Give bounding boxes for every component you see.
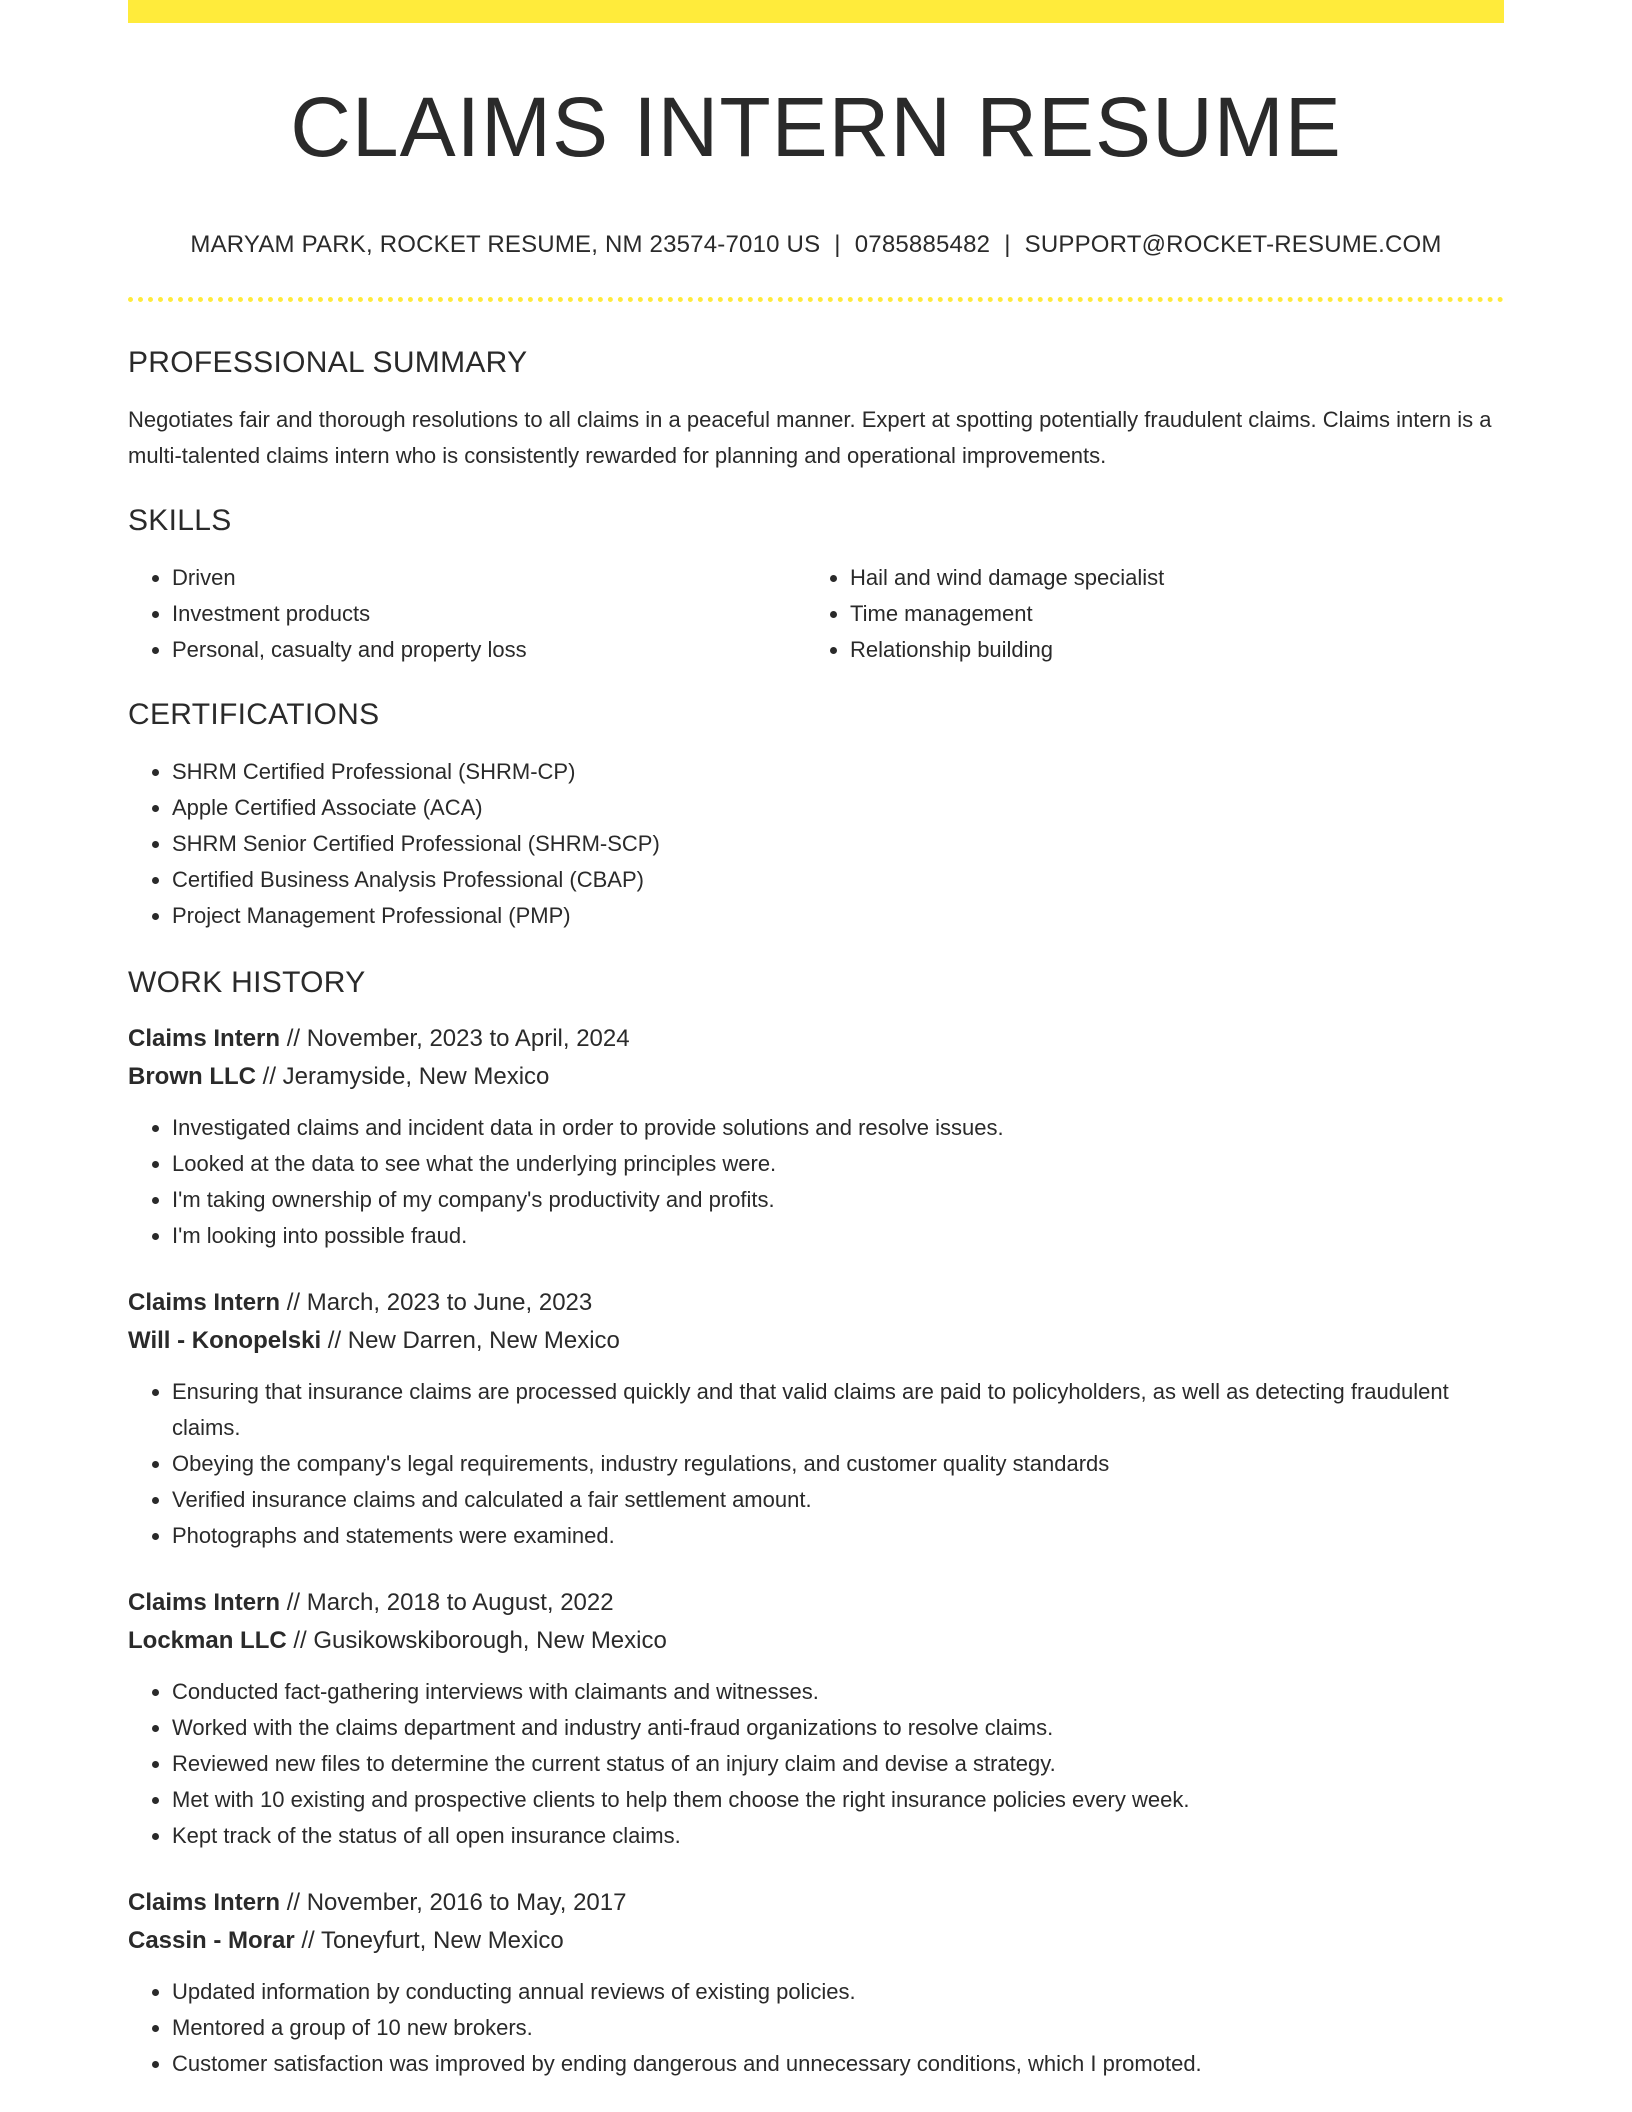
certification-item: • Project Management Professional (PMP)	[172, 898, 1504, 934]
contact-line	[128, 231, 1504, 259]
job-bullet: • Looked at the data to see what the underlying principles were.	[172, 1146, 1504, 1182]
job-bullets	[128, 1110, 1504, 1254]
job-dates: // March, 2023 to June, 2023	[280, 1289, 593, 1316]
job-title-line	[128, 1584, 1504, 1622]
job-bullet: • Ensuring that insurance claims are processed quickly and that valid claims are paid to policyholders, as well as detecting fraudulent claims.	[172, 1374, 1504, 1446]
resume-page	[128, 0, 1504, 2082]
contact-email: SUPPORT@ROCKET-RESUME.COM	[1024, 231, 1442, 258]
job-title-line	[128, 1020, 1504, 1058]
certification-item: • SHRM Senior Certified Professional (SHRM-SCP)	[172, 826, 1504, 862]
job-bullet: • I'm looking into possible fraud.	[172, 1218, 1504, 1254]
certification-item: • Apple Certified Associate (ACA)	[172, 790, 1504, 826]
job-entry	[128, 1020, 1504, 1254]
job-bullet: • Kept track of the status of all open insurance claims.	[172, 1818, 1504, 1854]
job-bullets	[128, 1674, 1504, 1854]
job-location: // Jeramyside, New Mexico	[255, 1063, 550, 1090]
job-location: // New Darren, New Mexico	[321, 1327, 620, 1354]
job-title-line	[128, 1284, 1504, 1322]
job-bullet: • Updated information by conducting annual reviews of existing policies.	[172, 1974, 1504, 2010]
skill-item: • Hail and wind damage specialist	[850, 560, 1484, 596]
job-entry	[128, 1884, 1504, 2082]
contact-phone: 0785885482	[854, 231, 991, 258]
certifications-heading: CERTIFICATIONS	[128, 698, 380, 731]
summary-heading: PROFESSIONAL SUMMARY	[128, 346, 528, 379]
work-history-heading: WORK HISTORY	[128, 966, 366, 999]
job-bullet: • Investigated claims and incident data in order to provide solutions and resolve issues.	[172, 1110, 1504, 1146]
job-dates: // March, 2018 to August, 2022	[280, 1589, 614, 1616]
job-bullet: • Customer satisfaction was improved by ending dangerous and unnecessary conditions, which I promoted.	[172, 2046, 1504, 2082]
job-company: Cassin - Morar	[128, 1927, 295, 1954]
dotted-divider	[128, 297, 1504, 302]
certification-item: • SHRM Certified Professional (SHRM-CP)	[172, 754, 1504, 790]
job-dates: // November, 2016 to May, 2017	[280, 1889, 627, 1916]
skills-grid	[128, 560, 1504, 668]
skills-heading: SKILLS	[128, 504, 232, 537]
job-company-line	[128, 1058, 1504, 1096]
job-bullet: • Mentored a group of 10 new brokers.	[172, 2010, 1504, 2046]
job-location: // Gusikowskiborough, New Mexico	[286, 1627, 667, 1654]
job-bullets	[128, 1374, 1504, 1554]
job-title: Claims Intern	[128, 1589, 281, 1616]
job-company: Will - Konopelski	[128, 1327, 322, 1354]
job-title: Claims Intern	[128, 1025, 281, 1052]
job-company-line	[128, 1922, 1504, 1960]
job-bullet: • Obeying the company's legal requirements, industry regulations, and customer quality standards	[172, 1446, 1504, 1482]
job-title: Claims Intern	[128, 1289, 281, 1316]
contact-address: MARYAM PARK, ROCKET RESUME, NM 23574-7010 US	[190, 231, 821, 258]
job-location: // Toneyfurt, New Mexico	[294, 1927, 564, 1954]
skill-item: • Investment products	[172, 596, 806, 632]
skill-item: • Personal, casualty and property loss	[172, 632, 806, 668]
job-company: Brown LLC	[128, 1063, 256, 1090]
summary-text: Negotiates fair and thorough resolutions to all claims in a peaceful manner. Expert at spotting potentially fraudulent claims. Claims intern is a multi-talented claims intern who is consistently rewarded for planning and operational improvements.	[128, 407, 1492, 468]
job-bullet: • Met with 10 existing and prospective clients to help them choose the right insurance policies every week.	[172, 1782, 1504, 1818]
job-bullet: • Photographs and statements were examined.	[172, 1518, 1504, 1554]
job-dates: // November, 2023 to April, 2024	[280, 1025, 630, 1052]
job-bullet: • Conducted fact-gathering interviews with claimants and witnesses.	[172, 1674, 1504, 1710]
job-bullet: • I'm taking ownership of my company's productivity and profits.	[172, 1182, 1504, 1218]
contact-separator: |	[1004, 231, 1011, 258]
contact-separator: |	[834, 231, 841, 258]
job-bullet: • Worked with the claims department and industry anti-fraud organizations to resolve claims.	[172, 1710, 1504, 1746]
skill-item: • Relationship building	[850, 632, 1484, 668]
job-entry	[128, 1284, 1504, 1554]
job-entry	[128, 1584, 1504, 1854]
job-company-line	[128, 1322, 1504, 1360]
job-bullets	[128, 1974, 1504, 2082]
job-bullet: • Reviewed new files to determine the current status of an injury claim and devise a strategy.	[172, 1746, 1504, 1782]
top-accent-bar	[128, 0, 1504, 23]
certification-item: • Certified Business Analysis Professional (CBAP)	[172, 862, 1504, 898]
skills-list-left	[128, 560, 806, 668]
job-company-line	[128, 1622, 1504, 1660]
job-title: Claims Intern	[128, 1889, 281, 1916]
resume-title: CLAIMS INTERN RESUME	[290, 80, 1342, 174]
skill-item: • Time management	[850, 596, 1484, 632]
job-title-line	[128, 1884, 1504, 1922]
job-bullet: • Verified insurance claims and calculated a fair settlement amount.	[172, 1482, 1504, 1518]
job-company: Lockman LLC	[128, 1627, 287, 1654]
certifications-list	[128, 754, 1504, 934]
skills-list-right	[806, 560, 1484, 668]
skill-item: • Driven	[172, 560, 806, 596]
